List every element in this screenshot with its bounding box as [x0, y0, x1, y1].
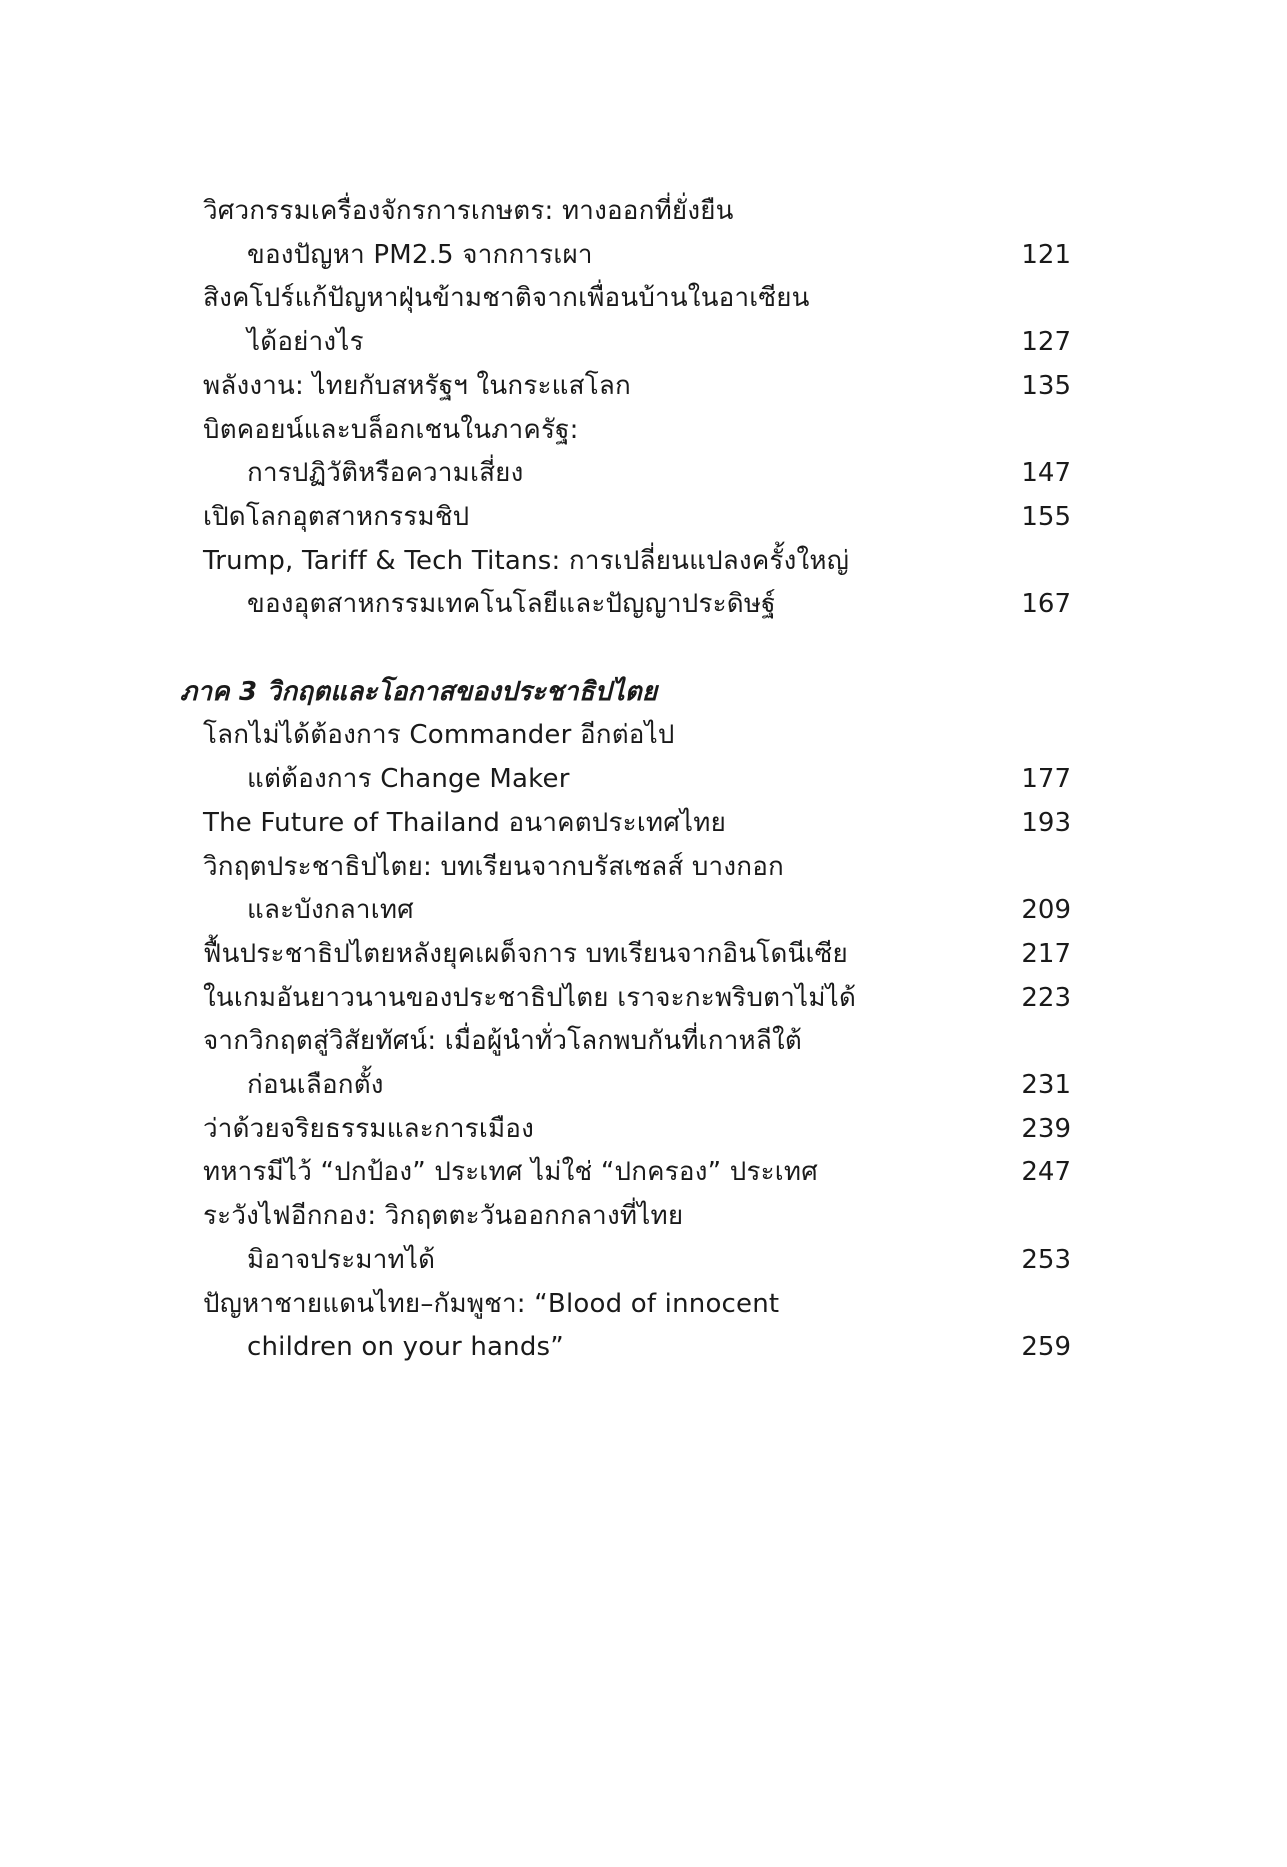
- toc-entry-title: โลกไม่ได้ต้องการ Commander อีกต่อไป: [203, 720, 675, 750]
- toc-page-number: 209: [1021, 895, 1071, 925]
- toc-page-number: 217: [1021, 939, 1071, 969]
- toc-entry-title: The Future of Thailand อนาคตประเทศไทย: [203, 808, 727, 838]
- toc-entry-title: ปัญหาชายแดนไทย–กัมพูชา: “Blood of innocent: [203, 1289, 780, 1319]
- toc-entry-title: ในเกมอันยาวนานของประชาธิปไตย เราจะกะพริบตาไม่ได้: [203, 983, 857, 1013]
- toc-entry-title: ทหารมีไว้ “ปกป้อง” ประเทศ ไม่ใช่ “ปกครอง” ประเทศ: [203, 1157, 818, 1187]
- toc-entry-title: พลังงาน: ไทยกับสหรัฐฯ ในกระแสโลก: [203, 371, 631, 401]
- toc-entry-title-continued: และบังกลาเทศ: [247, 895, 414, 925]
- toc-entry-title-continued: ได้อย่างไร: [247, 327, 364, 357]
- toc-entry-title: บิตคอยน์และบล็อกเชนในภาครัฐ:: [203, 415, 579, 445]
- toc-entry-title: ระวังไฟอีกกอง: วิกฤตตะวันออกกลางที่ไทย: [203, 1201, 684, 1231]
- toc-page-number: 121: [1021, 240, 1071, 270]
- toc-page-number: 239: [1021, 1114, 1071, 1144]
- toc-entry-title: ว่าด้วยจริยธรรมและการเมือง: [203, 1114, 534, 1144]
- toc-page-number: 223: [1021, 983, 1071, 1013]
- toc-entry-title-continued: ของอุตสาหกรรมเทคโนโลยีและปัญญาประดิษฐ์: [247, 589, 776, 619]
- toc-entry-title-continued: มิอาจประมาทได้: [247, 1245, 436, 1275]
- toc-entry-title: จากวิกฤตสู่วิสัยทัศน์: เมื่อผู้นำทั่วโลกพบกันที่เกาหลีใต้: [203, 1026, 802, 1056]
- toc-page-number: 135: [1021, 371, 1071, 401]
- toc-entry-title: ฟื้นประชาธิปไตยหลังยุคเผด็จการ บทเรียนจากอินโดนีเซีย: [203, 939, 848, 969]
- toc-page-number: 259: [1021, 1332, 1071, 1362]
- toc-page-number: 147: [1021, 458, 1071, 488]
- toc-page-number: 127: [1021, 327, 1071, 357]
- toc-entry-title: วิศวกรรมเครื่องจักรการเกษตร: ทางออกที่ยั่งยืน: [203, 196, 734, 226]
- section-heading: ภาค 3 วิกฤตและโอกาสของประชาธิปไตย: [180, 677, 658, 707]
- toc-page-number: 155: [1021, 502, 1071, 532]
- toc-page-number: 231: [1021, 1070, 1071, 1100]
- toc-entry-title: สิงคโปร์แก้ปัญหาฝุ่นข้ามชาติจากเพื่อนบ้านในอาเซียน: [203, 283, 810, 313]
- toc-entry-title-continued: การปฏิวัติหรือความเสี่ยง: [247, 458, 524, 488]
- toc-entry-title: วิกฤตประชาธิปไตย: บทเรียนจากบรัสเซลส์ บางกอก: [203, 852, 784, 882]
- toc-entry-title-continued: แต่ต้องการ Change Maker: [247, 764, 570, 794]
- toc-page-number: 193: [1021, 808, 1071, 838]
- toc-page-number: 247: [1021, 1157, 1071, 1187]
- toc-page-number: 177: [1021, 764, 1071, 794]
- toc-page-number: 167: [1021, 589, 1071, 619]
- toc-page-number: 253: [1021, 1245, 1071, 1275]
- toc-entry-title: เปิดโลกอุตสาหกรรมชิป: [203, 502, 470, 532]
- toc-entry-title: Trump, Tariff & Tech Titans: การเปลี่ยนแปลงครั้งใหญ่: [203, 546, 850, 576]
- toc-entry-title-continued: ก่อนเลือกตั้ง: [247, 1070, 384, 1100]
- toc-entry-title-continued: ของปัญหา PM2.5 จากการเผา: [247, 240, 593, 270]
- toc-entry-title-continued: children on your hands”: [247, 1332, 564, 1362]
